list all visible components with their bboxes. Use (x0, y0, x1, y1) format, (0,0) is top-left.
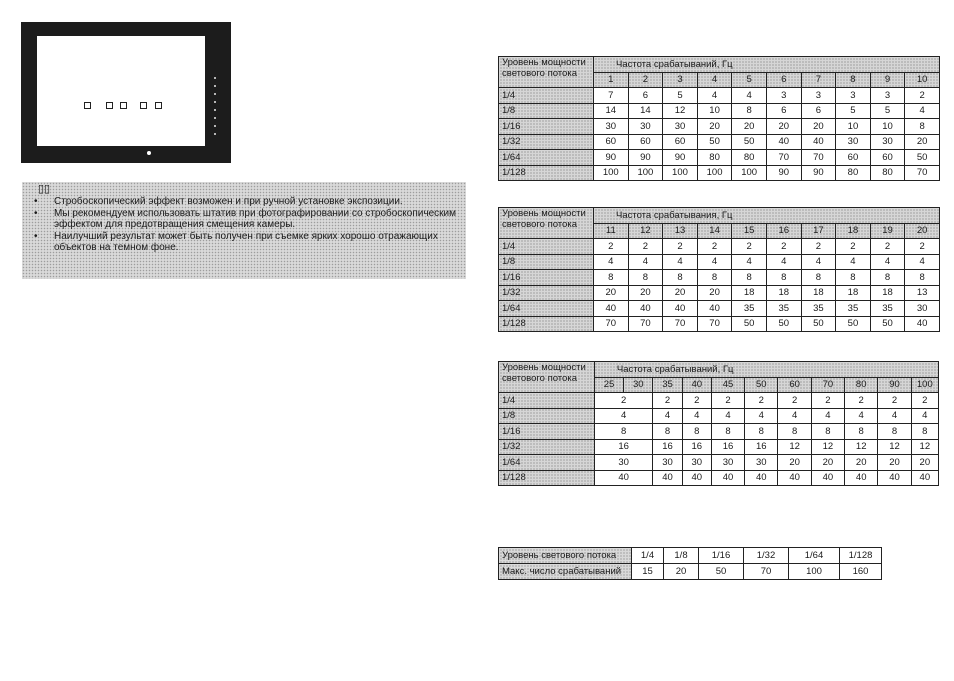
value-cell: 50 (732, 134, 767, 150)
value-cell: 16 (682, 439, 711, 455)
viewfinder-dot (214, 109, 216, 111)
level-cell: 1/8 (499, 408, 595, 424)
freq-cell: 13 (663, 223, 698, 239)
strobe-table-1 (498, 56, 940, 181)
value-cell: 4 (870, 254, 905, 270)
freq-cell: 11 (594, 223, 629, 239)
value-cell: 100 (697, 165, 732, 181)
value-cell: 2 (801, 239, 836, 255)
value-cell: 20 (697, 119, 732, 135)
viewfinder-screen (37, 36, 205, 146)
strobe-table-3 (498, 361, 939, 486)
freq-cell: 90 (878, 377, 911, 393)
notes-box (22, 182, 466, 279)
value-cell: 4 (911, 408, 938, 424)
value-cell: 20 (878, 455, 911, 471)
value-cell: 20 (911, 455, 938, 471)
value-cell: 90 (801, 165, 836, 181)
value-cell: 2 (870, 239, 905, 255)
value-cell: 12 (663, 103, 698, 119)
value-cell: 4 (778, 408, 811, 424)
value-cell: 40 (745, 470, 778, 486)
freq-cell: 2 (628, 72, 663, 88)
value-cell: 4 (845, 408, 878, 424)
value-cell: 60 (836, 150, 871, 166)
value-cell: 8 (766, 270, 801, 286)
value-cell: 2 (594, 239, 629, 255)
value-cell: 8 (732, 270, 767, 286)
value-cell: 2 (905, 239, 940, 255)
freq-cell: 9 (870, 72, 905, 88)
value-cell: 18 (766, 285, 801, 301)
freq-cell: 1 (594, 72, 629, 88)
value-cell: 4 (711, 408, 744, 424)
value-cell: 2 (594, 393, 653, 409)
table-header-level: Уровень мощности светового потока (499, 362, 595, 393)
value-cell: 8 (682, 424, 711, 440)
value-cell: 8 (732, 103, 767, 119)
level-cell: 1/16 (499, 424, 595, 440)
value-cell: 2 (911, 393, 938, 409)
table-header-frequency: Частота срабатывания, Гц (594, 208, 940, 224)
value-cell: 12 (845, 439, 878, 455)
value-cell: 4 (905, 254, 940, 270)
value-cell: 4 (653, 408, 682, 424)
freq-cell: 50 (745, 377, 778, 393)
viewfinder-dot (214, 93, 216, 95)
level-cell: 1/16 (699, 548, 744, 564)
value-cell: 50 (697, 134, 732, 150)
level-cell: 1/64 (499, 301, 594, 317)
table-row (499, 470, 939, 486)
level-cell: 1/128 (499, 165, 594, 181)
freq-cell: 20 (905, 223, 940, 239)
value-cell: 8 (663, 270, 698, 286)
value-cell: 90 (594, 150, 629, 166)
table-row (499, 119, 940, 135)
value-cell: 3 (836, 88, 871, 104)
value-cell: 40 (845, 470, 878, 486)
value-cell: 16 (594, 439, 653, 455)
freq-cell: 14 (697, 223, 732, 239)
value-cell: 50 (732, 316, 767, 332)
value-cell: 30 (870, 134, 905, 150)
freq-cell: 19 (870, 223, 905, 239)
freq-cell: 18 (836, 223, 871, 239)
value-cell: 40 (878, 470, 911, 486)
value-cell: 40 (594, 301, 629, 317)
value-cell: 8 (594, 270, 629, 286)
table-row (499, 134, 940, 150)
value-cell: 8 (653, 424, 682, 440)
level-cell: 1/8 (499, 254, 594, 270)
viewfinder-dot (214, 77, 216, 79)
af-point-icon (120, 102, 127, 109)
value-cell: 40 (682, 470, 711, 486)
viewfinder-indicator-dot (147, 151, 151, 155)
value-cell: 5 (663, 88, 698, 104)
value-cell: 5 (836, 103, 871, 119)
value-cell: 70 (905, 165, 940, 181)
note-item: • Наилучший результат может быть получен при съемке ярких хорошо отражающих объектов на темном фоне. (34, 231, 438, 253)
freq-cell: 25 (594, 377, 623, 393)
level-cell: 1/32 (499, 285, 594, 301)
table-row (499, 439, 939, 455)
value-cell: 40 (911, 470, 938, 486)
value-cell: 20 (697, 285, 732, 301)
table-row (499, 88, 940, 104)
count-cell: 20 (664, 564, 699, 580)
value-cell: 4 (732, 88, 767, 104)
value-cell: 10 (836, 119, 871, 135)
value-cell: 70 (766, 150, 801, 166)
value-cell: 7 (594, 88, 629, 104)
value-cell: 90 (663, 150, 698, 166)
level-cell: 1/4 (499, 393, 595, 409)
level-cell: 1/64 (789, 548, 840, 564)
table-row (499, 301, 940, 317)
table-row (499, 408, 939, 424)
value-cell: 20 (663, 285, 698, 301)
value-cell: 50 (766, 316, 801, 332)
table-row (499, 316, 940, 332)
af-point-icon (106, 102, 113, 109)
value-cell: 10 (697, 103, 732, 119)
value-cell: 12 (811, 439, 844, 455)
value-cell: 70 (628, 316, 663, 332)
viewfinder-dot (214, 101, 216, 103)
freq-cell: 30 (624, 377, 653, 393)
freq-cell: 70 (811, 377, 844, 393)
value-cell: 5 (870, 103, 905, 119)
value-cell: 100 (732, 165, 767, 181)
level-cell: 1/8 (499, 103, 594, 119)
value-cell: 30 (682, 455, 711, 471)
count-cell: 160 (840, 564, 882, 580)
value-cell: 4 (663, 254, 698, 270)
value-cell: 90 (628, 150, 663, 166)
value-cell: 2 (628, 239, 663, 255)
value-cell: 8 (628, 270, 663, 286)
value-cell: 30 (905, 301, 940, 317)
value-cell: 8 (905, 270, 940, 286)
value-cell: 2 (697, 239, 732, 255)
value-cell: 2 (745, 393, 778, 409)
value-cell: 20 (766, 119, 801, 135)
value-cell: 16 (711, 439, 744, 455)
value-cell: 4 (878, 408, 911, 424)
value-cell: 4 (905, 103, 940, 119)
freq-cell: 6 (766, 72, 801, 88)
bullet-icon: • (34, 231, 38, 242)
value-cell: 4 (801, 254, 836, 270)
value-cell: 8 (878, 424, 911, 440)
level-cell: 1/128 (499, 316, 594, 332)
value-cell: 40 (778, 470, 811, 486)
value-cell: 80 (732, 150, 767, 166)
value-cell: 20 (845, 455, 878, 471)
value-cell: 35 (870, 301, 905, 317)
freq-cell: 8 (836, 72, 871, 88)
level-label: Уровень светового потока (499, 548, 632, 564)
value-cell: 35 (801, 301, 836, 317)
value-cell: 40 (653, 470, 682, 486)
count-cell: 100 (789, 564, 840, 580)
freq-cell: 17 (801, 223, 836, 239)
value-cell: 18 (870, 285, 905, 301)
value-cell: 20 (732, 119, 767, 135)
freq-cell: 4 (697, 72, 732, 88)
table-header-level: Уровень мощности светового потока (499, 208, 594, 239)
value-cell: 8 (911, 424, 938, 440)
value-cell: 35 (732, 301, 767, 317)
value-cell: 90 (766, 165, 801, 181)
value-cell: 50 (836, 316, 871, 332)
table-row (499, 564, 882, 580)
count-cell: 50 (699, 564, 744, 580)
value-cell: 4 (811, 408, 844, 424)
value-cell: 40 (697, 301, 732, 317)
value-cell: 4 (594, 254, 629, 270)
value-cell: 35 (766, 301, 801, 317)
value-cell: 4 (732, 254, 767, 270)
value-cell: 20 (905, 134, 940, 150)
value-cell: 50 (870, 316, 905, 332)
viewfinder-dot (214, 133, 216, 135)
value-cell: 2 (878, 393, 911, 409)
value-cell: 3 (801, 88, 836, 104)
freq-cell: 100 (911, 377, 938, 393)
value-cell: 40 (663, 301, 698, 317)
level-cell: 1/64 (499, 150, 594, 166)
freq-cell: 15 (732, 223, 767, 239)
value-cell: 2 (905, 88, 940, 104)
value-cell: 100 (628, 165, 663, 181)
level-cell: 1/16 (499, 119, 594, 135)
value-cell: 40 (766, 134, 801, 150)
value-cell: 14 (594, 103, 629, 119)
value-cell: 50 (801, 316, 836, 332)
value-cell: 30 (628, 119, 663, 135)
freq-cell: 5 (732, 72, 767, 88)
af-point-icon (84, 102, 91, 109)
value-cell: 70 (594, 316, 629, 332)
level-cell: 1/16 (499, 270, 594, 286)
value-cell: 6 (628, 88, 663, 104)
value-cell: 70 (663, 316, 698, 332)
freq-cell: 7 (801, 72, 836, 88)
freq-cell: 3 (663, 72, 698, 88)
level-cell: 1/128 (840, 548, 882, 564)
value-cell: 8 (836, 270, 871, 286)
value-cell: 40 (811, 470, 844, 486)
table-header-level: Уровень мощности светового потока (499, 57, 594, 88)
count-cell: 15 (632, 564, 664, 580)
value-cell: 4 (682, 408, 711, 424)
value-cell: 8 (801, 270, 836, 286)
freq-cell: 40 (682, 377, 711, 393)
value-cell: 8 (845, 424, 878, 440)
value-cell: 2 (732, 239, 767, 255)
value-cell: 30 (663, 119, 698, 135)
value-cell: 8 (778, 424, 811, 440)
value-cell: 4 (697, 254, 732, 270)
af-point-icon (155, 102, 162, 109)
max-flash-table (498, 547, 882, 580)
table-row (499, 239, 940, 255)
value-cell: 100 (594, 165, 629, 181)
value-cell: 8 (811, 424, 844, 440)
value-cell: 20 (628, 285, 663, 301)
value-cell: 40 (594, 470, 653, 486)
value-cell: 14 (628, 103, 663, 119)
value-cell: 60 (663, 134, 698, 150)
value-cell: 13 (905, 285, 940, 301)
value-cell: 60 (870, 150, 905, 166)
value-cell: 4 (766, 254, 801, 270)
freq-cell: 16 (766, 223, 801, 239)
value-cell: 16 (745, 439, 778, 455)
value-cell: 18 (732, 285, 767, 301)
value-cell: 2 (766, 239, 801, 255)
value-cell: 60 (594, 134, 629, 150)
value-cell: 40 (711, 470, 744, 486)
level-cell: 1/8 (664, 548, 699, 564)
value-cell: 2 (811, 393, 844, 409)
table-row (499, 150, 940, 166)
value-cell: 30 (594, 455, 653, 471)
level-cell: 1/4 (632, 548, 664, 564)
value-cell: 8 (711, 424, 744, 440)
value-cell: 8 (870, 270, 905, 286)
value-cell: 2 (682, 393, 711, 409)
value-cell: 30 (745, 455, 778, 471)
value-cell: 20 (594, 285, 629, 301)
table-header-frequency: Частота срабатываний, Гц (594, 362, 938, 378)
viewfinder-dot (214, 85, 216, 87)
note-item: • Стробоскопический эффект возможен и при ручной установке экспозиции. (34, 196, 403, 207)
table-row (499, 254, 940, 270)
level-cell: 1/4 (499, 88, 594, 104)
freq-cell: 80 (845, 377, 878, 393)
value-cell: 2 (778, 393, 811, 409)
value-cell: 8 (905, 119, 940, 135)
value-cell: 100 (663, 165, 698, 181)
value-cell: 4 (628, 254, 663, 270)
value-cell: 4 (594, 408, 653, 424)
viewfinder-illustration (21, 22, 231, 163)
value-cell: 2 (836, 239, 871, 255)
value-cell: 8 (594, 424, 653, 440)
value-cell: 30 (836, 134, 871, 150)
note-item: • Мы рекомендуем использовать штатив при фотографировании со стробоскопическим эффектом для предотвращения смещения камеры. (34, 208, 456, 230)
freq-cell: 10 (905, 72, 940, 88)
strobe-table-2 (498, 207, 940, 332)
freq-cell: 60 (778, 377, 811, 393)
value-cell: 35 (836, 301, 871, 317)
table-row (499, 285, 940, 301)
table-row (499, 455, 939, 471)
value-cell: 6 (766, 103, 801, 119)
af-point-icon (140, 102, 147, 109)
value-cell: 8 (745, 424, 778, 440)
value-cell: 20 (778, 455, 811, 471)
value-cell: 40 (905, 316, 940, 332)
value-cell: 30 (711, 455, 744, 471)
value-cell: 2 (663, 239, 698, 255)
viewfinder-dot (214, 117, 216, 119)
value-cell: 2 (845, 393, 878, 409)
table-row (499, 424, 939, 440)
table-header-frequency: Частота срабатываний, Гц (594, 57, 940, 73)
value-cell: 12 (878, 439, 911, 455)
value-cell: 80 (697, 150, 732, 166)
count-label: Макс. число срабатываний (499, 564, 632, 580)
viewfinder-dot (214, 125, 216, 127)
table-row (499, 165, 940, 181)
value-cell: 8 (697, 270, 732, 286)
value-cell: 30 (653, 455, 682, 471)
freq-cell: 45 (711, 377, 744, 393)
bullet-icon: • (34, 196, 38, 207)
value-cell: 30 (594, 119, 629, 135)
value-cell: 50 (905, 150, 940, 166)
value-cell: 80 (870, 165, 905, 181)
value-cell: 80 (836, 165, 871, 181)
table-row (499, 270, 940, 286)
value-cell: 4 (836, 254, 871, 270)
value-cell: 2 (653, 393, 682, 409)
value-cell: 4 (745, 408, 778, 424)
value-cell: 70 (801, 150, 836, 166)
count-cell: 70 (744, 564, 789, 580)
level-cell: 1/128 (499, 470, 595, 486)
level-cell: 1/4 (499, 239, 594, 255)
value-cell: 6 (801, 103, 836, 119)
value-cell: 18 (801, 285, 836, 301)
value-cell: 4 (697, 88, 732, 104)
table-row (499, 393, 939, 409)
value-cell: 20 (801, 119, 836, 135)
value-cell: 70 (697, 316, 732, 332)
bullet-icon: • (34, 208, 38, 219)
value-cell: 60 (628, 134, 663, 150)
value-cell: 18 (836, 285, 871, 301)
level-cell: 1/64 (499, 455, 595, 471)
table-row (499, 548, 882, 564)
freq-cell: 35 (653, 377, 682, 393)
value-cell: 20 (811, 455, 844, 471)
level-cell: 1/32 (499, 439, 595, 455)
value-cell: 2 (711, 393, 744, 409)
value-cell: 12 (778, 439, 811, 455)
value-cell: 16 (653, 439, 682, 455)
value-cell: 40 (801, 134, 836, 150)
level-cell: 1/32 (499, 134, 594, 150)
level-cell: 1/32 (744, 548, 789, 564)
table-row (499, 103, 940, 119)
notes-list (28, 196, 462, 253)
value-cell: 10 (870, 119, 905, 135)
value-cell: 40 (628, 301, 663, 317)
value-cell: 3 (766, 88, 801, 104)
freq-cell: 12 (628, 223, 663, 239)
value-cell: 3 (870, 88, 905, 104)
value-cell: 12 (911, 439, 938, 455)
note-icon: ▯▯ (38, 183, 51, 195)
